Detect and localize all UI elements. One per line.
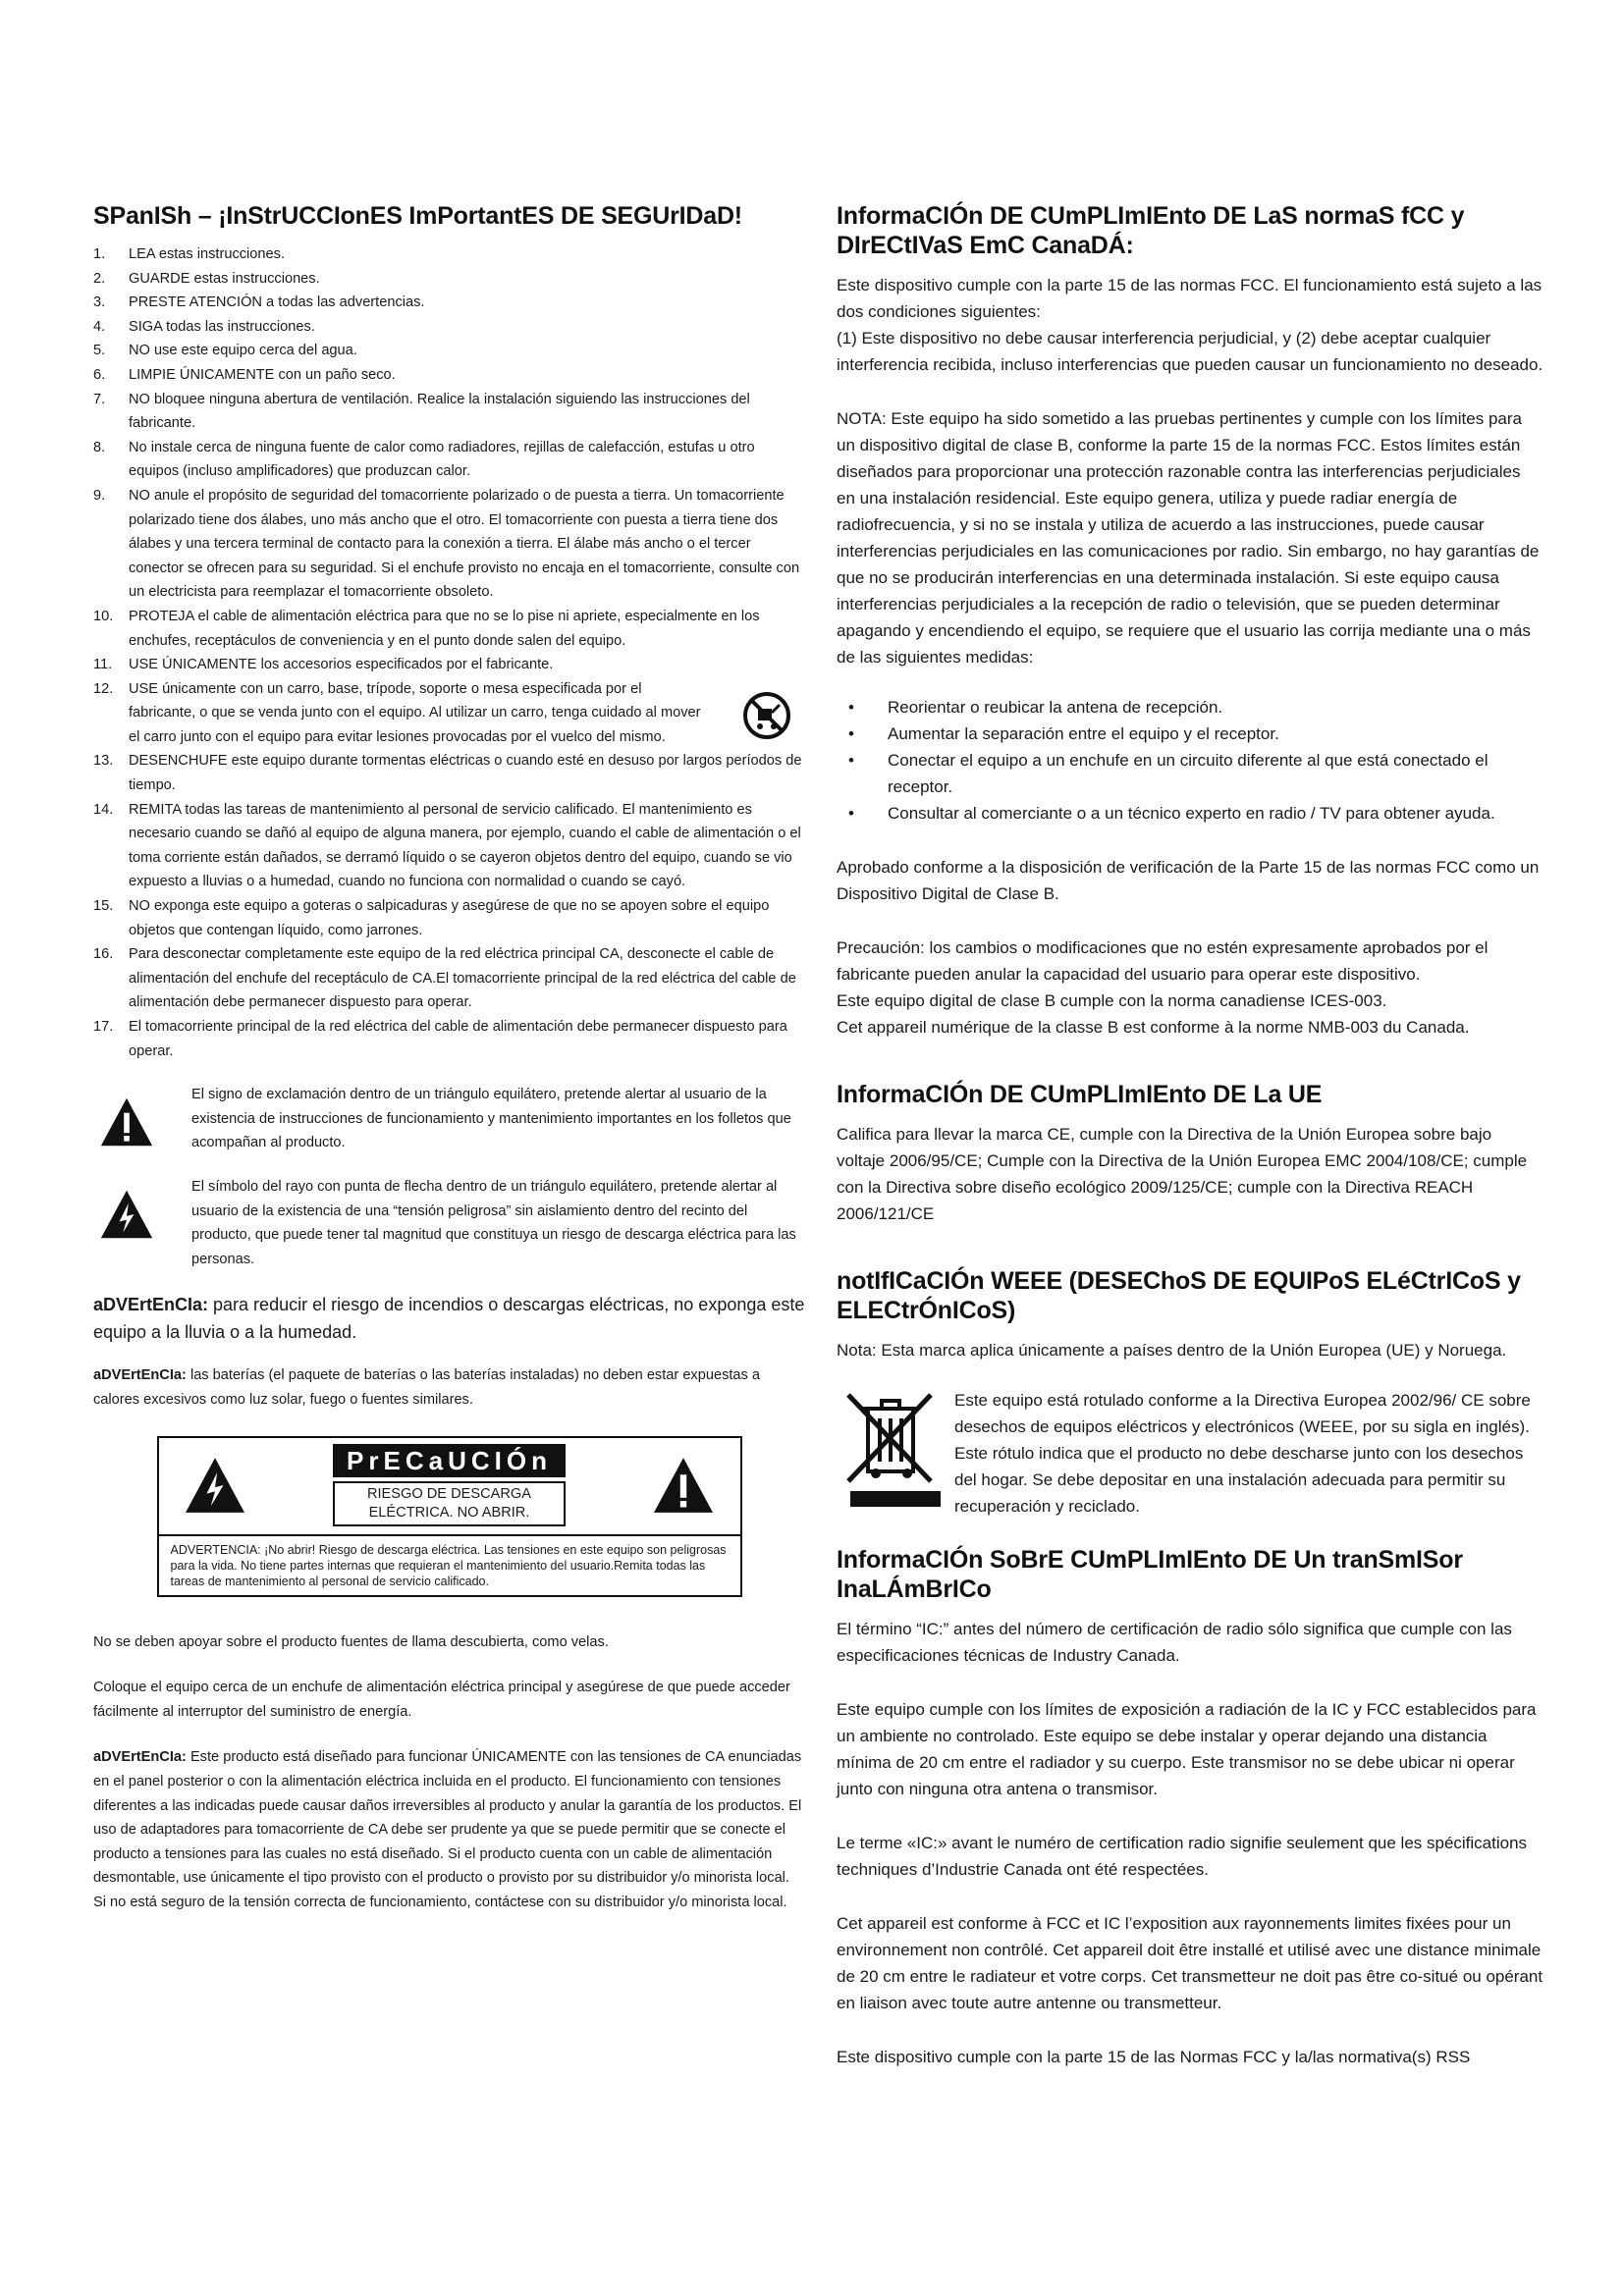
precaution-text: Precaución: los cambios o modificaciones que no estén expresamente aprobados por el fabricante pueden anular la capacidad del usuario para operar este dispositivo.	[837, 938, 1489, 984]
instruction-item	[93, 484, 805, 605]
cart-tip-warning-icon	[742, 691, 791, 740]
lightning-text: El símbolo del rayo con punta de flecha dentro de un triángulo equilátero, pretende alertar al usuario de la existencia de una “tensión peligrosa” sin aislamiento dentro del recinto del producto, que puede tener tal magnitud que constituya un riesgo de descarga eléctrica para las personas.	[191, 1178, 796, 1267]
warning-rain-lead: aDVErtEnCIa:	[93, 1295, 209, 1315]
instruction-text: estas instrucciones.	[154, 246, 285, 262]
instruction-item	[93, 315, 805, 340]
fcc-measure-text: Aumentar la separación entre el equipo y el receptor.	[888, 724, 1279, 743]
weee-note: Nota: Esta marca aplica únicamente a países dentro de la Unión Europea (UE) y Noruega.	[837, 1341, 1507, 1360]
instruction-lead: USE ÚNICAMENTE	[129, 657, 257, 673]
warning-batteries-text: las baterías (el paquete de baterías o las baterías instaladas) no deben estar expuestas a calores excesivos como luz solar, fuego o fuentes similares.	[93, 1367, 761, 1408]
instruction-text: a todas las advertencias.	[261, 294, 425, 311]
flame-text: No se deben apoyar sobre el producto fuentes de llama descubierta, como velas.	[93, 1633, 609, 1650]
caution-subtitle-line1: RIESGO DE DESCARGA	[366, 1485, 532, 1502]
fcc-note: NOTA: Este equipo ha sido sometido a las pruebas pertinentes y cumple con los límites para un dispositivo digital de clase B, conforme la parte 15 de la normas FCC. Estos límites están diseñados para proporcionar una protección razonable contra las interferencias perjudiciales en una instalación residencial. Este equipo genera, utiliza y puede radiar energía de radiofrecuencia, y si no se instala y utiliza de acuerdo a las instrucciones, puede causar interferencias perjudiciales en las comunicaciones por radio. Sin embargo, no hay garantías de que no se producirán interferencias en una determinada instalación. Si este equipo causa interferencias perjudiciales a la recepción de radio o televisión, que se pueden determinar apagando y encendiendo el equipo, se requiere que el usuario las corrija mediante una o más de las siguientes medidas:	[837, 409, 1540, 667]
instruction-lead: PRESTE ATENCIÓN	[129, 294, 262, 311]
instruction-number: 5.	[93, 343, 106, 359]
wireless-section	[837, 1545, 1543, 2070]
instruction-text: No instale cerca de ninguna fuente de calor como radiadores, rejillas de calefacción, estufas u otro equipos (incluso amplificadores) que produzcan calor.	[129, 439, 755, 480]
caution-subtitle-line2: ELÉCTRICA. NO ABRIR.	[368, 1504, 530, 1521]
warning-voltage	[93, 1745, 805, 1914]
instruction-lead: REMITA	[129, 801, 182, 818]
warning-voltage-text: Este producto está diseñado para funcionar ÚNICAMENTE con las tensiones de CA enunciadas en el panel posterior o con la alimentación eléctrica incluida en el producto. El funcionamiento con tensiones diferentes a las indicadas puede causar daños irreversibles al producto y anular la garantía de los productos. El uso de adaptadores para tomacorriente de CA debe ser prudente ya que se puede permitir que se conecte el producto a tensiones para las cuales no está diseñado. Si el producto cuenta con un cable de alimentación desmontable, use únicamente el tipo provisto con el producto o provisto por su distribuidor y/o minorista local. Si no está seguro de la tensión correcta de funcionamiento, contáctese con su distribuidor y/o minorista local.	[93, 1749, 802, 1910]
instruction-text: el cable de alimentación eléctrica para que no se lo pise ni apriete, especialmente en los enchufes, receptáculos de conveniencia y en el punto donde salen del equipo.	[129, 608, 760, 649]
instruction-number: 9.	[93, 487, 106, 504]
instruction-number: 10.	[93, 608, 114, 624]
instruction-text: Para desconectar completamente este equipo de la red eléctrica principal CA, desconecte el cable de alimentación del enchufe del receptáculo de CA.El tomacorriente principal de la red eléctrica del cable de alimentación debe permanecer dispuesto para operar.	[129, 946, 796, 1011]
instruction-number: 8.	[93, 439, 106, 455]
fcc-measure-item	[837, 694, 1543, 721]
instruction-item	[93, 436, 805, 484]
instruction-number: 3.	[93, 294, 106, 311]
instruction-number: 7.	[93, 391, 106, 407]
fcc-p1: Este dispositivo cumple con la parte 15 de las normas FCC. El funcionamiento está sujeto a las dos condiciones siguientes:	[837, 276, 1543, 321]
fcc-measure-text: Conectar el equipo a un enchufe en un circuito diferente al que está conectado el receptor.	[888, 751, 1489, 796]
instruction-lead: NO	[129, 391, 150, 407]
instruction-item	[93, 894, 805, 942]
caution-subtitle	[333, 1481, 566, 1526]
exclamation-text: El signo de exclamación dentro de un triángulo equilátero, pretende alertar al usuario de la existencia de instrucciones de funcionamiento y mantenimiento importantes en los folletos que acompañan al producto.	[191, 1087, 791, 1151]
instruction-number: 11.	[93, 657, 113, 673]
weee-text: Este equipo está rotulado conforme a la Directiva Europea 2002/96/ CE sobre desechos de equipos eléctricos y electrónicos (WEEE, por su sigla en inglés). Este rótulo indica que el producto no debe descharse junto con los desechos del hogar. Se debe depositar en una instalación adecuada para permitir su recuperación y reciclado.	[954, 1391, 1531, 1516]
ic-p2: Este equipo cumple con los límites de exposición a radiación de la IC y FCC establecidos para un ambiente no controlado. Este equipo se debe instalar y operar dejando una distancia mínima de 20 cm entre el radiador y su cuerpo. Este transmisor no se debe ubicar ni operar junto con ninguna otra antena o transmisor.	[837, 1700, 1537, 1798]
ic-fr2: Cet appareil est conforme à FCC et IC l’exposition aux rayonnements limites fixées pour un environnement non contrôlé. Cet appareil doit être installé et utilisé avec une distance minimale de 20 cm entre le radiateur et votre corps. Cet transmetteur ne doit pas être co-situé ou opérant en liaison avec toute autre antenne ou transmetteur.	[837, 1914, 1543, 2012]
lightning-triangle-icon	[183, 1456, 247, 1515]
instruction-lead: NO	[129, 343, 150, 359]
left-column	[93, 201, 805, 1914]
instruction-item	[93, 242, 805, 267]
approved-text: Aprobado conforme a la disposición de verificación de la Parte 15 de las normas FCC como un Dispositivo Digital de Clase B.	[837, 858, 1540, 903]
bullet-dot: •	[848, 751, 854, 770]
outlet-text: Coloque el equipo cerca de un enchufe de alimentación eléctrica principal y asegúrese de que puede acceder fácilmente al interruptor del suministro de energía.	[93, 1680, 790, 1720]
caution-footer: ADVERTENCIA: ¡No abrir! Riesgo de descarga eléctrica. Las tensiones en este equipo son peligrosas para la vida. No tiene partes internas que requieran el mantenimiento del usuario.Remita todas las tareas de mantenimiento al personal de servicio calificado.	[159, 1534, 740, 1595]
instruction-text: los accesorios especificados por el fabricante.	[256, 657, 554, 673]
instruction-number: 2.	[93, 270, 106, 287]
instruction-item	[93, 388, 805, 436]
exclamation-triangle-icon	[99, 1095, 154, 1149]
ic-fr1: Le terme «IC:» avant le numéro de certification radio signifie seulement que les spécifications techniques d’Industrie Canada ont été respectées.	[837, 1834, 1528, 1879]
fcc-p2: (1) Este dispositivo no debe causar interferencia perjudicial, y (2) debe aceptar cualquier interferencia recibida, incluso interferencias que pueden causar un funcionamiento no deseado.	[837, 329, 1543, 374]
instruction-item	[93, 605, 805, 653]
lightning-notice	[93, 1175, 805, 1271]
right-column	[837, 201, 1543, 2070]
instruction-text: este equipo durante tormentas eléctricas o cuando esté en desuso por largos períodos de tiempo.	[129, 753, 802, 794]
instruction-number: 14.	[93, 801, 114, 818]
ic-p1: El término “IC:” antes del número de certificación de radio sólo significa que cumple con las especificaciones técnicas de Industry Canada.	[837, 1620, 1512, 1665]
instruction-lead: LIMPIE ÚNICAMENTE	[129, 366, 275, 383]
instruction-text: bloquee ninguna abertura de ventilación. Realice la instalación siguiendo las instrucciones del fabricante.	[129, 391, 750, 432]
warning-voltage-lead: aDVErtEnCIa:	[93, 1749, 187, 1766]
instruction-lead: NO	[129, 898, 150, 915]
instruction-lead: GUARDE	[129, 270, 190, 287]
fcc-measures-list	[837, 694, 1543, 827]
lightning-triangle-icon	[99, 1187, 154, 1242]
instruction-item	[93, 798, 805, 894]
instruction-number: 1.	[93, 246, 106, 262]
instruction-text: todas las tareas de mantenimiento al personal de servicio calificado. El mantenimiento es necesario cuando se dañó al equipo de alguna manera, por ejemplo, cuando el cable de alimentación o el toma corriente están dañados, se derramó líquido o se cayeron objetos dentro del equipo, cuando se vio expuesto a lluvias o a humedad, cuando no funciona con normalidad o cuando se cayó.	[129, 801, 801, 890]
rss-text: Este dispositivo cumple con la parte 15 de las Normas FCC y la/las normativa(s) RSS	[837, 2048, 1471, 2066]
instruction-lead: NO	[129, 487, 150, 504]
instruction-text: únicamente con un carro, base, trípode, soporte o mesa especificada por el fabricante, o que se venda junto con el equipo. Al utilizar un carro, tenga cuidado al mover el carro junto con el equipo para evitar lesiones provocadas por el vuelco del mismo.	[129, 680, 701, 745]
safety-title: SPanISh – ¡InStrUCCIonES ImPortantES DE SEGUrIDaD!	[93, 202, 742, 230]
instruction-text: estas instrucciones.	[189, 270, 320, 287]
instruction-number: 6.	[93, 366, 106, 383]
instruction-lead: LEA	[129, 246, 155, 262]
instruction-number: 15.	[93, 898, 114, 915]
caution-label	[157, 1436, 742, 1597]
instruction-number: 13.	[93, 753, 114, 770]
instruction-number: 17.	[93, 1019, 114, 1035]
fcc-title: InformaCIÓn DE CUmPLImIEnto DE LaS normaS fCC y DIrECtIVaS EmC CanaDÁ:	[837, 202, 1465, 259]
warning-rain-text: para reducir el riesgo de incendios o descargas eléctricas, no exponga este equipo a la lluvia o a la humedad.	[93, 1295, 805, 1343]
wireless-title: InformaCIÓn SoBrE CUmPLImIEnto DE Un tranSmISor InaLÁmBrICo	[837, 1546, 1463, 1603]
instruction-lead: SIGA	[129, 318, 163, 335]
instruction-lead: DESENCHUFE	[129, 753, 228, 770]
fcc-measure-item	[837, 721, 1543, 747]
instruction-item	[93, 291, 805, 315]
warning-rain	[93, 1291, 805, 1346]
weee-title: notIfICaCIÓn WEEE (DESEChoS DE EQUIPoS ELéCtrICoS y ELECtrÓnICoS)	[837, 1267, 1521, 1324]
bullet-dot: •	[848, 724, 854, 743]
instruction-text: anule el propósito de seguridad del tomacorriente polarizado o de puesta a tierra. Un tomacorriente polarizado tiene dos álabes, uno más ancho que el otro. El tomacorriente con puesta a tierra tiene dos álabes y una tercera terminal de contacto para la conexión a tierra. El álabe más ancho o el tercer conector se ofrecen para su seguridad. Si el enchufe provisto no encaja en el tomacorriente, consulte con un electricista para reemplazar el tomacorriente obsoleto.	[129, 487, 800, 601]
instruction-text: exponga este equipo a goteras o salpicaduras y asegúrese de que no se apoyen sobre el equipo objetos que contengan líquido, como jarrones.	[129, 898, 770, 938]
instruction-item	[93, 267, 805, 292]
instruction-list	[93, 242, 805, 1063]
instruction-text: El tomacorriente principal de la red eléctrica del cable de alimentación debe permanecer dispuesto para operar.	[129, 1019, 787, 1059]
instruction-item	[93, 653, 805, 677]
exclamation-triangle-icon	[651, 1456, 716, 1515]
instruction-item	[93, 363, 805, 388]
eu-section	[837, 1080, 1543, 1227]
weee-block	[837, 1387, 1543, 1520]
fcc-measure-text: Consultar al comerciante o a un técnico experto en radio / TV para obtener ayuda.	[888, 804, 1495, 823]
instruction-item	[93, 677, 805, 750]
instruction-number: 4.	[93, 318, 106, 335]
ices-es-text: Este equipo digital de clase B cumple con la norma canadiense ICES-003.	[837, 991, 1387, 1010]
weee-section	[837, 1266, 1543, 1520]
warning-batteries	[93, 1363, 805, 1412]
instruction-item	[93, 339, 805, 363]
instruction-lead: PROTEJA	[129, 608, 194, 624]
instruction-item	[93, 749, 805, 797]
eu-text: Califica para llevar la marca CE, cumple con la Directiva de la Unión Europea sobre bajo voltaje 2006/95/CE; Cumple con la Directiva de la Unión Europea EMC 2004/108/CE; cumple con la Directiva sobre diseño ecológico 2009/125/CE; cumple con la Directiva REACH 2006/121/CE	[837, 1125, 1528, 1223]
instruction-text: use este equipo cerca del agua.	[149, 343, 357, 359]
ices-fr-text: Cet appareil numérique de la classe B est conforme à la norme NMB-003 du Canada.	[837, 1018, 1470, 1037]
instruction-lead: USE	[129, 680, 159, 697]
instruction-item	[93, 1015, 805, 1063]
instruction-text: con un paño seco.	[274, 366, 396, 383]
fcc-measure-item	[837, 747, 1543, 800]
fcc-measure-text: Reorientar o reubicar la antena de recepción.	[888, 698, 1223, 717]
crossed-out-bin-icon	[837, 1387, 954, 1515]
caution-title: PrECaUCIÓn	[333, 1444, 566, 1477]
warning-batteries-lead: aDVErtEnCIa:	[93, 1367, 187, 1384]
exclamation-notice	[93, 1083, 805, 1155]
instruction-text: todas las instrucciones.	[162, 318, 315, 335]
fcc-measure-item	[837, 800, 1543, 827]
instruction-number: 16.	[93, 946, 114, 963]
eu-title: InformaCIÓn DE CUmPLImIEnto DE La UE	[837, 1081, 1323, 1108]
instruction-item	[93, 942, 805, 1015]
bullet-dot: •	[848, 698, 854, 717]
instruction-number: 12.	[93, 680, 114, 697]
bullet-dot: •	[848, 804, 854, 823]
